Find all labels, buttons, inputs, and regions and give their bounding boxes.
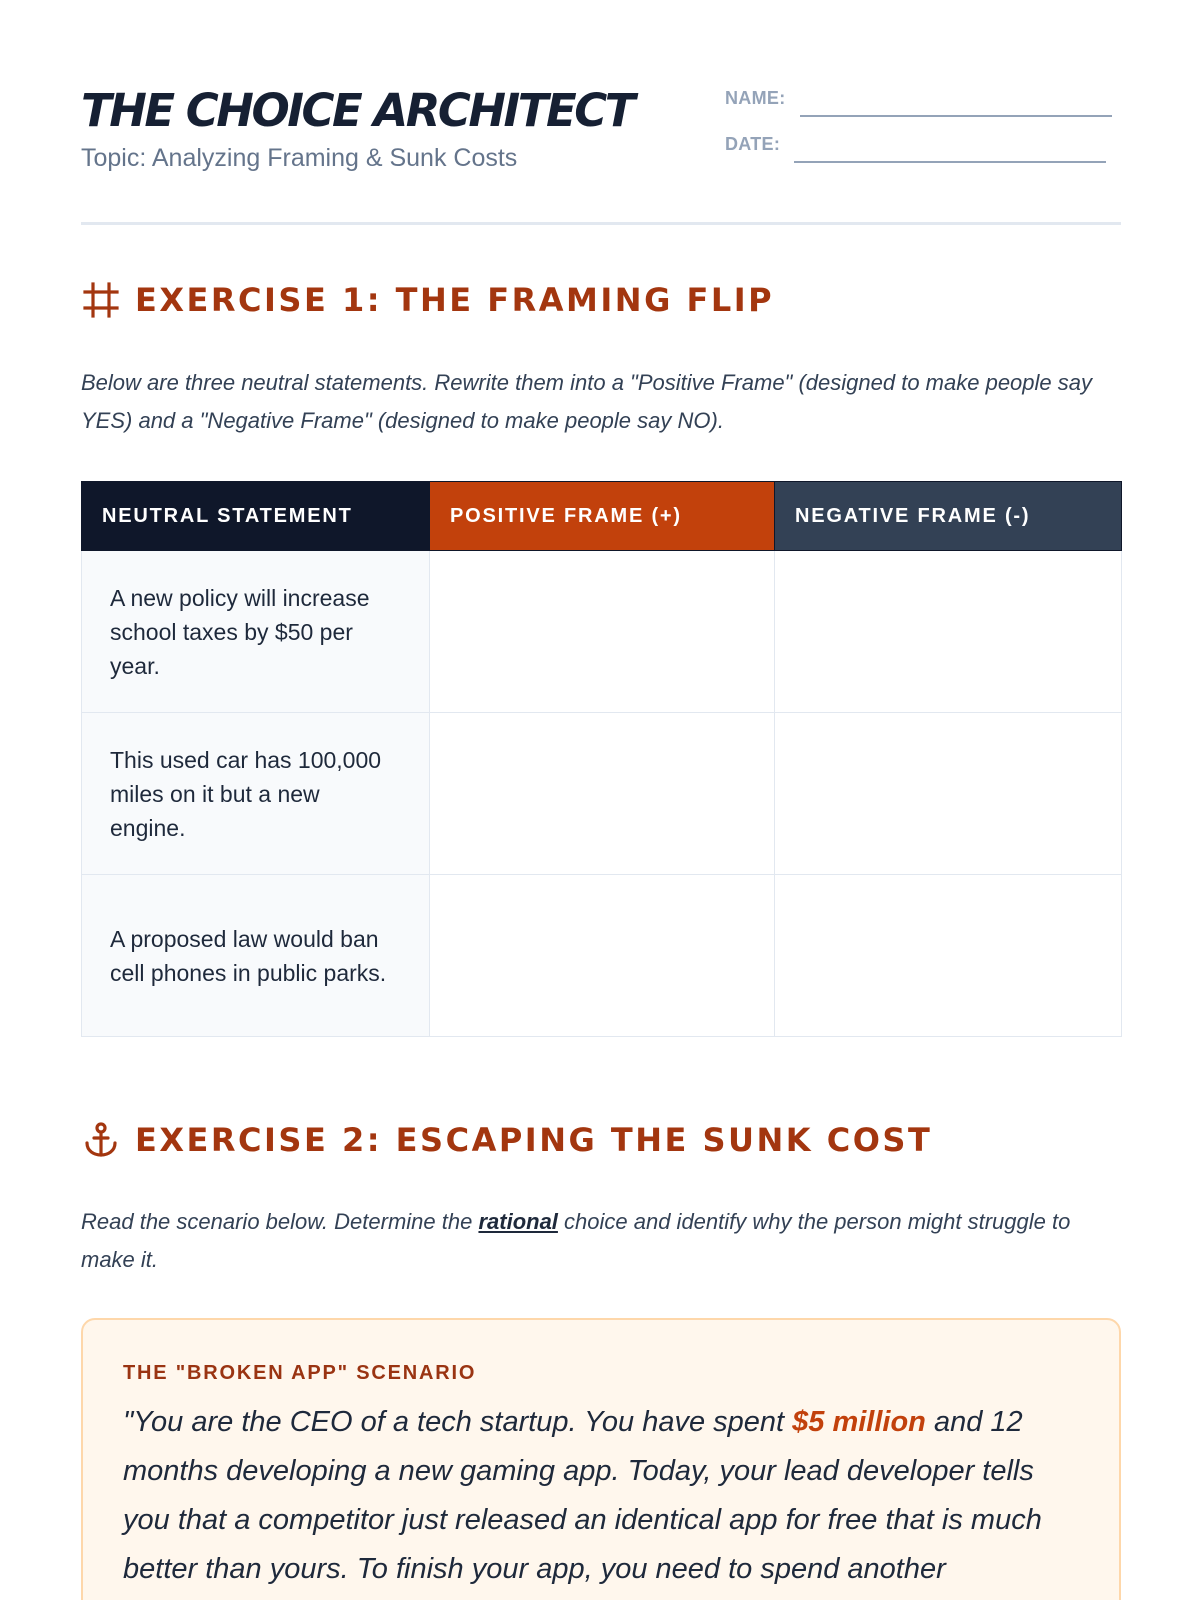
date-field bbox=[725, 134, 1106, 163]
name-field bbox=[725, 88, 1112, 117]
positive-frame-answer[interactable] bbox=[430, 551, 775, 713]
exercise-2-heading bbox=[81, 1120, 932, 1160]
column-header-positive: POSITIVE FRAME (+) bbox=[430, 482, 775, 551]
negative-frame-answer[interactable] bbox=[775, 875, 1122, 1037]
exercise-2-instructions bbox=[81, 1203, 1121, 1279]
table-row bbox=[82, 875, 1122, 1037]
neutral-statement: A new policy will increase school taxes by $50 per year. bbox=[82, 551, 430, 713]
scenario-card bbox=[81, 1318, 1121, 1600]
negative-frame-answer[interactable] bbox=[775, 713, 1122, 875]
instructions-emphasis: rational bbox=[478, 1209, 558, 1234]
exercise-1-heading bbox=[81, 280, 774, 320]
positive-frame-answer[interactable] bbox=[430, 713, 775, 875]
exercise-1-instructions: Below are three neutral statements. Rewrite them into a "Positive Frame" (designed to make people say YES) and a "Negative Frame" (designed to make people say NO). bbox=[81, 370, 1093, 433]
scenario-text bbox=[123, 1398, 1083, 1594]
instructions-text-start: Read the scenario below. Determine the bbox=[81, 1209, 479, 1234]
scenario-highlight: $5 million bbox=[792, 1406, 926, 1438]
date-input-line[interactable] bbox=[794, 135, 1106, 163]
positive-frame-answer[interactable] bbox=[430, 875, 775, 1037]
hashtag-icon bbox=[81, 280, 121, 320]
page-title: THE CHOICE ARCHITECT bbox=[81, 84, 633, 137]
column-header-negative: NEGATIVE FRAME (-) bbox=[775, 482, 1122, 551]
column-header-neutral: NEUTRAL STATEMENT bbox=[82, 482, 430, 551]
instructions-text-end: choice and identify why the person might struggle to make it. bbox=[81, 1209, 1071, 1272]
table-row bbox=[82, 713, 1122, 875]
neutral-statement: This used car has 100,000 miles on it but a new engine. bbox=[82, 713, 430, 875]
name-label: NAME: bbox=[725, 88, 786, 108]
scenario-text-end: and 12 months developing a new gaming app. Today, your lead developer tells you that a competitor just released an identical app for free that is much better than yours. To finish your app, you need to spend another bbox=[123, 1406, 1042, 1585]
date-label: DATE: bbox=[725, 134, 781, 154]
worksheet-header bbox=[81, 80, 1121, 225]
exercise-2-title: EXERCISE 2: ESCAPING THE SUNK COST bbox=[135, 1121, 933, 1159]
framing-table bbox=[81, 481, 1122, 1037]
anchor-icon bbox=[81, 1120, 121, 1160]
neutral-statement: A proposed law would ban cell phones in public parks. bbox=[82, 875, 430, 1037]
scenario-text-start: "You are the CEO of a tech startup. You have spent bbox=[123, 1406, 793, 1438]
table-row bbox=[82, 551, 1122, 713]
table-header-row bbox=[82, 482, 1122, 551]
negative-frame-answer[interactable] bbox=[775, 551, 1122, 713]
name-input-line[interactable] bbox=[800, 89, 1112, 117]
exercise-1-title: EXERCISE 1: THE FRAMING FLIP bbox=[135, 281, 775, 319]
scenario-label: THE "BROKEN APP" SCENARIO bbox=[123, 1362, 477, 1384]
page-subtitle: Topic: Analyzing Framing & Sunk Costs bbox=[81, 144, 518, 172]
